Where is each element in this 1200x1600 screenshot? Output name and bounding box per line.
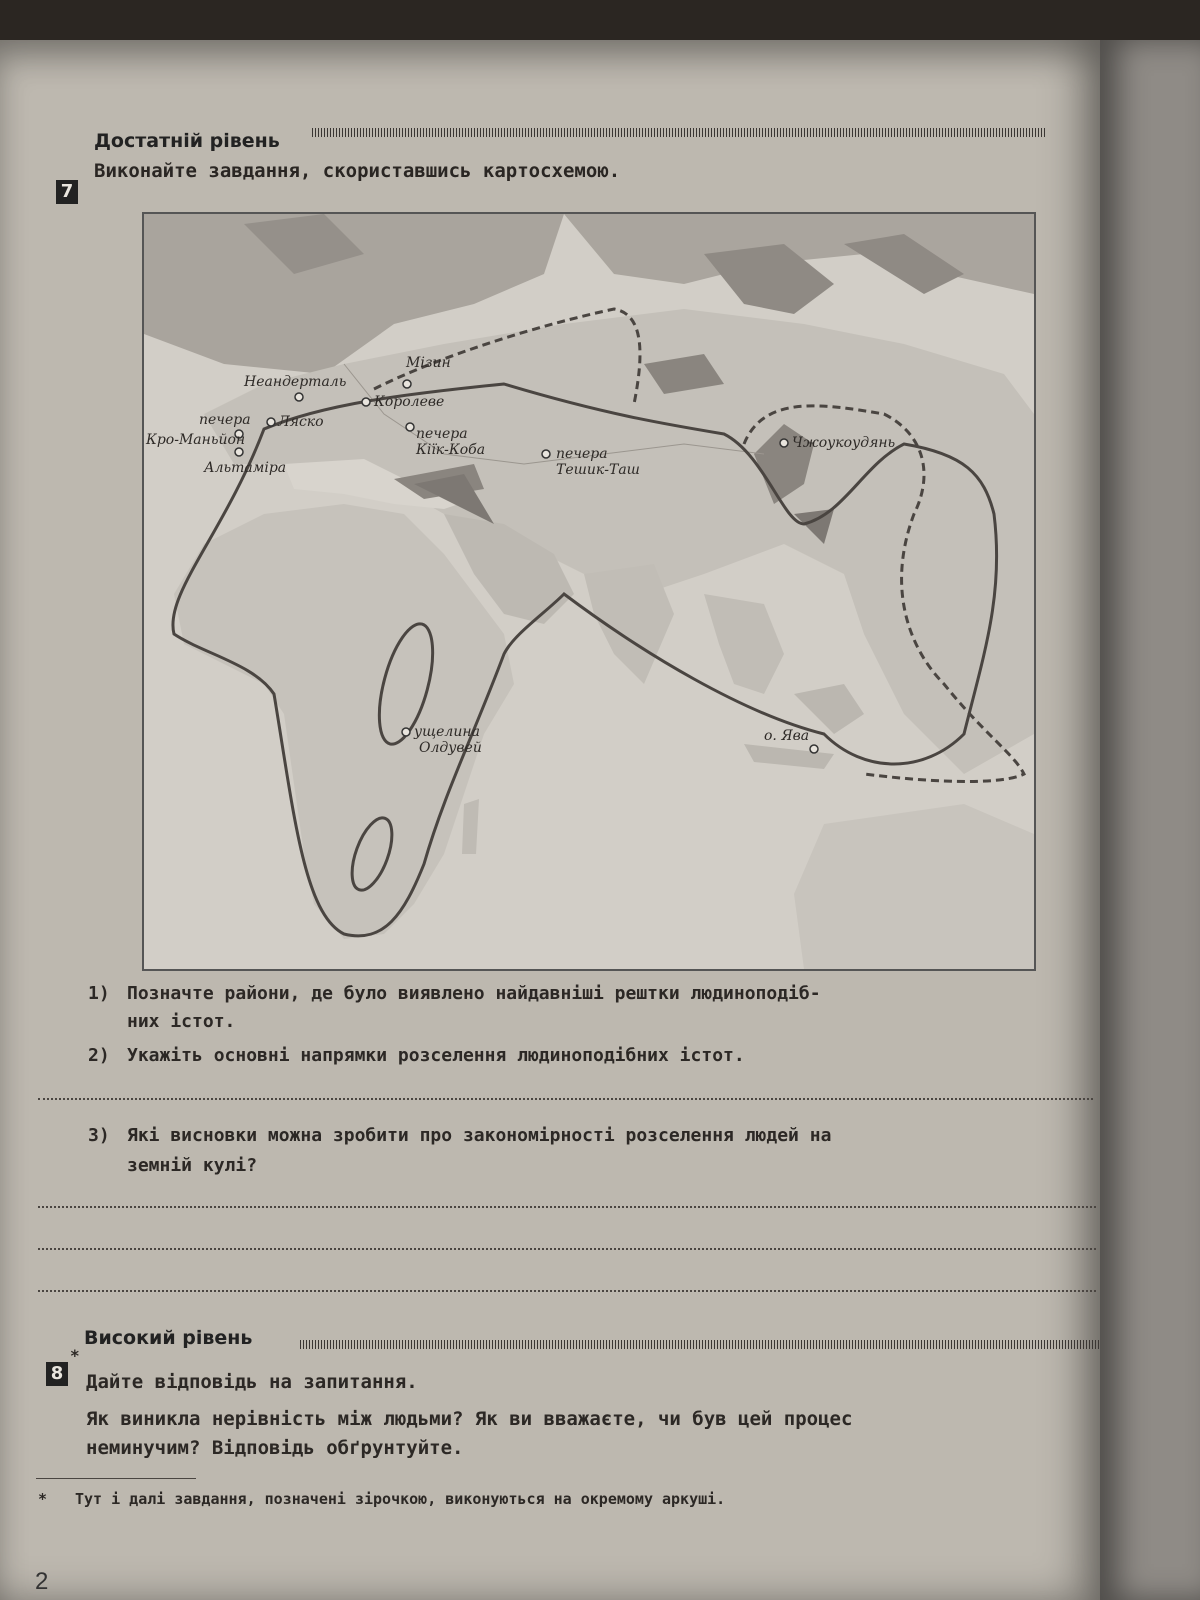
label-kiik-koba: Кіїк-Коба xyxy=(416,442,486,458)
label-neanderthal: Неандерталь xyxy=(244,374,347,390)
site-chzhoukoudian-marker xyxy=(780,439,788,447)
task-8-title: Дайте відповідь на запитання. xyxy=(86,1371,418,1393)
question-3-number: 3) xyxy=(88,1125,110,1146)
label-korolevo: Королеве xyxy=(374,394,445,410)
site-olduvai-marker xyxy=(402,728,410,736)
label-kro-manyon: Кро-Маньйон xyxy=(146,432,246,448)
label-cave-kro: печера xyxy=(199,412,251,428)
label-olduvai: Олдувей xyxy=(419,740,482,756)
section-heading-high: Високий рівень xyxy=(84,1327,253,1349)
answer-line-3b[interactable] xyxy=(38,1248,1096,1250)
site-mizin-marker xyxy=(403,380,411,388)
task-8-number: 8 xyxy=(46,1362,68,1386)
label-mizin: Мізин xyxy=(406,355,451,371)
site-korolevo-marker xyxy=(362,398,370,406)
label-altamira: Альтаміра xyxy=(204,460,287,476)
site-lasko-marker xyxy=(267,418,275,426)
site-java-marker xyxy=(810,745,818,753)
question-1-number: 1) xyxy=(88,983,110,1004)
task-8-question-line1: Як виникла нерівність між людьми? Як ви вважаєте, чи був цей процес xyxy=(86,1408,853,1430)
site-kiik-koba-marker xyxy=(406,423,414,431)
label-cave-kiik: печера xyxy=(416,426,468,442)
label-chzhoukoudian: Чжоукоудянь xyxy=(792,435,896,451)
task-7-number: 7 xyxy=(56,180,78,204)
question-1-text-cont: них істот. xyxy=(127,1011,236,1032)
site-neanderthal-marker xyxy=(295,393,303,401)
task-7-title: Виконайте завдання, скориставшись картосхемою. xyxy=(94,160,621,182)
question-1-text: Позначте райони, де було виявлено найдавніші рештки людиноподіб- xyxy=(127,983,821,1004)
section-heading-sufficient: Достатній рівень xyxy=(94,130,280,152)
map-svg xyxy=(144,214,1034,969)
label-java: о. Ява xyxy=(764,728,810,744)
question-3-text-cont: земній кулі? xyxy=(127,1155,258,1176)
task-8-star: * xyxy=(70,1346,80,1365)
section-rule xyxy=(312,128,1047,137)
question-2-text: Укажіть основні напрямки розселення людиноподібних істот. xyxy=(127,1045,745,1066)
settlement-map xyxy=(142,212,1036,971)
site-altamira-marker xyxy=(235,448,243,456)
label-gorge: ущелина xyxy=(414,724,480,740)
label-lasko: Ляско xyxy=(278,414,324,430)
answer-line-2[interactable] xyxy=(38,1098,1093,1100)
footnote-text: Тут і далі завдання, позначені зірочкою, виконуються на окремому аркуші. xyxy=(75,1490,726,1508)
section-rule-2 xyxy=(300,1340,1100,1349)
footnote-mark: * xyxy=(38,1490,48,1508)
footnote-rule xyxy=(36,1478,196,1479)
task-8-question-line2: неминучим? Відповідь обґрунтуйте. xyxy=(86,1437,464,1459)
next-page-edge xyxy=(1100,40,1200,1600)
question-3-text: Які висновки можна зробити про закономірності розселення людей на xyxy=(127,1125,832,1146)
label-teshik-tash: Тешик-Таш xyxy=(556,462,640,478)
site-teshik-tash-marker xyxy=(542,450,550,458)
label-cave-teshik: печера xyxy=(556,446,608,462)
page-number: 2 xyxy=(35,1568,49,1595)
answer-line-3a[interactable] xyxy=(38,1206,1096,1208)
question-2-number: 2) xyxy=(88,1045,110,1066)
answer-line-3c[interactable] xyxy=(38,1290,1096,1292)
